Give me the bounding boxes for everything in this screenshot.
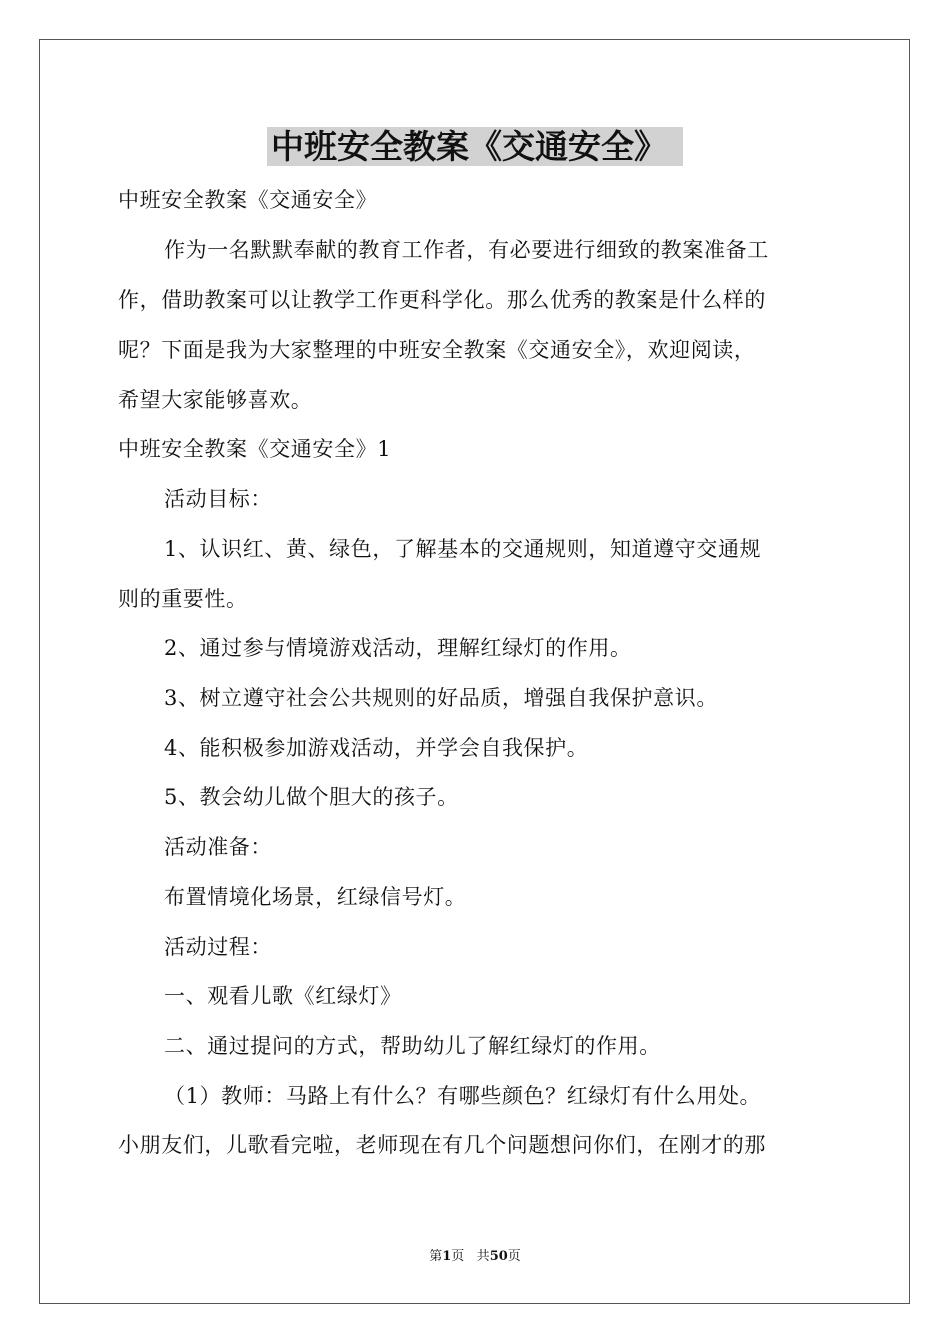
intro-line-4: 希望大家能够喜欢。 [118, 388, 313, 412]
footer-total-pages: 50 [489, 1249, 508, 1264]
page-footer [0, 1249, 950, 1265]
goal-1-line-1: 1、认识红、黄、绿色，了解基本的交通规则，知道遵守交通规 [164, 537, 762, 561]
footer-total-suffix: 页 [507, 1249, 521, 1264]
goals-heading: 活动目标： [164, 487, 272, 511]
subtitle-line: 中班安全教案《交通安全》 [118, 188, 378, 212]
intro-line-3: 呢？下面是我为大家整理的中班安全教案《交通安全》，欢迎阅读， [118, 338, 756, 362]
goal-2: 2、通过参与情境游戏活动，理解红绿灯的作用。 [164, 636, 632, 660]
process-step-2-sub-1: （1）教师：马路上有什么？有哪些颜色？红绿灯有什么用处。 [164, 1084, 762, 1108]
goal-3: 3、树立遵守社会公共规则的好品质，增强自我保护意识。 [164, 686, 718, 710]
goal-1-line-2: 则的重要性。 [118, 587, 248, 611]
section-heading-1: 中班安全教案《交通安全》1 [118, 437, 392, 461]
footer-page-prefix: 第 [429, 1249, 443, 1264]
process-step-2: 二、通过提问的方式，帮助幼儿了解红绿灯的作用。 [164, 1034, 661, 1058]
document-title-text: 中班安全教案《交通安全》 [267, 127, 683, 166]
page-border [39, 39, 910, 1304]
footer-total-prefix: 共 [476, 1249, 490, 1264]
footer-page-suffix: 页 [451, 1249, 465, 1264]
process-heading: 活动过程： [164, 935, 272, 959]
intro-line-2: 作，借助教案可以让教学工作更科学化。那么优秀的教案是什么样的 [118, 288, 766, 312]
intro-line-1: 作为一名默默奉献的教育工作者，有必要进行细致的教案准备工 [164, 238, 769, 262]
goal-4: 4、能积极参加游戏活动，并学会自我保护。 [164, 736, 589, 760]
preparation-text: 布置情境化场景，红绿信号灯。 [164, 885, 467, 909]
goal-5: 5、教会幼儿做个胆大的孩子。 [164, 785, 459, 809]
process-step-1: 一、观看儿歌《红绿灯》 [164, 984, 402, 1008]
document-title [0, 126, 950, 168]
footer-page-number: 1 [442, 1249, 452, 1264]
process-step-2-sub-1-cont: 小朋友们，儿歌看完啦，老师现在有几个问题想问你们，在刚才的那 [118, 1133, 766, 1157]
preparation-heading: 活动准备： [164, 835, 272, 859]
